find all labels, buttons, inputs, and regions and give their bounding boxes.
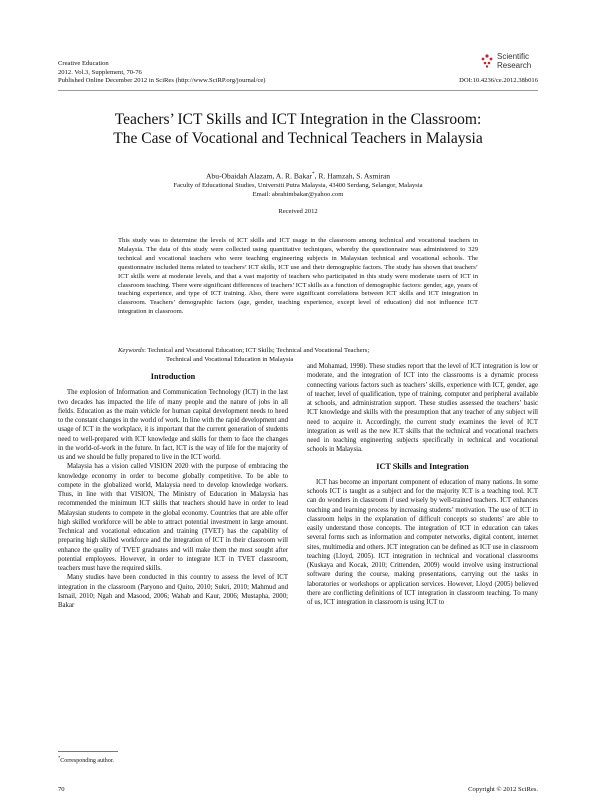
keywords-label: Keywords xyxy=(118,347,145,354)
keywords-line-2: Technical and Vocational Education in Malaysia xyxy=(166,355,294,363)
journal-published: Published Online December 2012 in SciRes (http://www.SciRP.org/journal/ce) xyxy=(58,77,266,85)
logo-text xyxy=(497,53,531,70)
footnote-text: Corresponding author. xyxy=(60,758,114,764)
keywords-line-1: : Technical and Vocational Education; ICT Skills; Technical and Vocational Teachers; xyxy=(144,347,370,354)
footnote xyxy=(58,755,114,764)
title-line-1: Teachers’ ICT Skills and ICT Integration in the Classroom: xyxy=(114,111,482,128)
intro-paragraph-1: The explosion of Information and Communication Technology (ICT) in the last two decades has impacted the life of many people and the nature of jobs in all fields. Education as the main vehicle for human capital development needs to heed to the constant changes in the world of work. In line with the rapid development and usage of ICT in the workplace, it is important that the current generation of students need to well-prepared with ICT knowledge and skills for them to face the changes in the world-of-work in the future. In fact, ICT is the way of life for the majority of us and we should be fully prepared to live in the ICT world. xyxy=(58,389,288,461)
affiliation: Faculty of Educational Studies, Universiti Putra Malaysia, 43400 Serdang, Selangor, Malaysia xyxy=(173,182,423,190)
email[interactable]: Email: abrahimbakar@yahoo.com xyxy=(252,191,344,199)
scientific-research-logo-icon xyxy=(480,54,494,68)
author-names-a: Abu-Obaidah Alazam, A. R. Bakar xyxy=(205,171,313,181)
publisher-logo xyxy=(480,52,550,76)
journal-name: Creative Education xyxy=(58,60,109,67)
abstract: This study was to determine the levels of ICT skills and ICT usage in the classroom among technical and vocational teachers in Malaysia. The data of this study were collected using quantitative techniques, whereby the questionnaire was administered to 329 technical and vocational teachers who were teaching engineering subjects in Malaysian technical and vocational schools. The questionnaire included items related to teachers’ ICT skills, ICT use and their demographic factors. The study has shown that teachers’ ICT skills were at moderate levels, and that a vast majority of teachers who participated in this study were moderate users of ICT in classroom teaching. There were significant differences of teachers’ ICT skills as a function of demographic factors: gender, age, years of teaching experience, and type of ICT training. Also, there were significant correlations between ICT skills and ICT integration in classroom. Teachers’ demographic factors (age, gender, teaching experience, except level of education) did not influence ICT integration in classroom. xyxy=(118,237,478,316)
title-line-2: The Case of Vocational and Technical Teachers in Malaysia xyxy=(113,130,483,147)
author-block xyxy=(58,170,538,199)
footnote-rule xyxy=(58,751,118,752)
journal-header xyxy=(58,60,538,86)
author-star: * xyxy=(312,172,315,177)
logo-line1: Scientific xyxy=(497,52,530,61)
introduction-heading: Introduction xyxy=(150,372,196,381)
intro-paragraph-3-continued: and Mohamad, 1998). These studies report that the level of ICT integration is low or moderate, and the integration of ICT into the classrooms is a dynamic process connecting various factors such as teachers’ skills, experience with ICT, gender, age of teacher, level of qualification, type of training, computer and peripheral available at schools, and administration support. These studies assessed the teachers’ basic ICT knowledge and skills with the presumption that any teacher of any subject will need to acquire it. Accordingly, the current study examines the level of ICT integration as well as the new ICT skills that the technical and vocational teachers need in teaching engineering subjects specifically in technical and vocational schools in Malaysia. xyxy=(307,363,538,454)
intro-paragraph-3: Many studies have been conducted in this country to assess the level of ICT integration in the classroom (Paryono and Quito, 2010; Sukri, 2010; Mahmud and Ismail, 2010; Ngah and Masood, 2006; Wahab and Kaur, 2006; Mustapha, 2000; Bakar xyxy=(58,574,288,609)
logo-line2: Research xyxy=(497,60,532,70)
ict-paragraph-1: ICT has become an important component of education of many nations. In some schools ICT is taught as a subject and for the majority ICT is a teaching tool. ICT can do wonders in classroom if used wisely by well-trained teachers. ICT enhances teaching and learning process by increasing students’ motivation. The use of ICT in classroom helps in the explanation of difficult concepts so students’ are able to easily understand those concepts. The integration of ICT in education can takes several forms such as information and computer networks, digital content, internet sites, multimedia and others. ICT integration can be defined as ICT use in classroom teaching (Lloyd, 2005). ICT integration in technical and vocational classrooms (Kuskaya and Kocak, 2010; Crittenden, 2009) would involve using instructional software during the course, making presentations, carrying out the tasks in laboratories or workshops or application services. However, Lloyd (2005) believed there are conflicting definitions of ICT integration in classroom teaching. To many of us, ICT integration in classroom is using ICT to xyxy=(307,478,538,606)
intro-paragraph-2: Malaysia has a vision called VISION 2020 with the purpose of embracing the knowledge economy in order to become globally competitive. To be able to compete in the globalized world, Malaysia need to develop knowledge workers. Thus, in line with that VISION, The Ministry of Education in Malaysia has recommended the minimum ICT skills that teachers should have in order to lead Malaysian students to compete in the global economy. Countries that are able offer high skilled workforce will be able to attract potential investment in large amount. Technical and vocational education and training (TVET) has the capability of preparing high skilled workforce and the integration of ICT in their classroom will enhance the quality of TVET graduates and will make them the most sought after potential employees. However, in order to integrate ICT in TVET classroom, teachers must have the required skills. xyxy=(58,463,288,572)
footnote-star: * xyxy=(58,755,61,760)
right-column xyxy=(307,362,538,607)
author-names-b: , R. Hamzah, S. Asmiran xyxy=(314,171,391,181)
doi: DOI:10.4236/ce.2012.38b016 xyxy=(459,77,538,85)
header-rule xyxy=(58,90,538,91)
paper-title xyxy=(58,110,538,148)
copyright: Copyright © 2012 SciRes. xyxy=(468,786,538,793)
page-number: 70 xyxy=(58,786,65,793)
ict-section-heading: ICT Skills and Integration xyxy=(376,461,469,471)
left-column xyxy=(58,362,288,610)
received-date: Received 2012 xyxy=(278,208,318,215)
journal-volume: 2012. Vol.3, Supplement, 70-76 xyxy=(58,68,142,76)
